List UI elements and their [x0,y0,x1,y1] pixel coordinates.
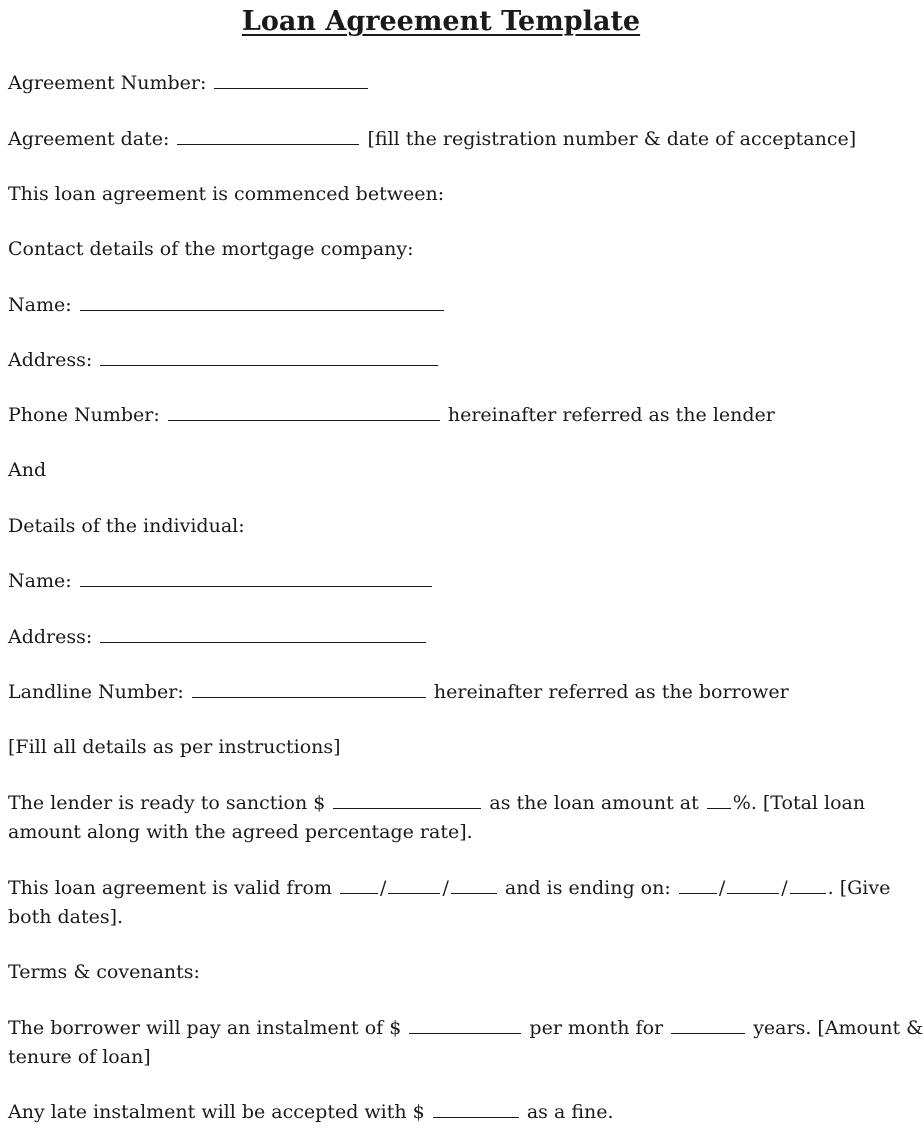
start-day-blank[interactable] [340,875,378,894]
late-fine-suffix: as a fine. [526,1101,614,1123]
lender-phone-suffix: hereinafter referred as the lender [447,404,775,426]
lender-address-row [8,345,440,375]
instalment-middle: per month for [529,1017,664,1039]
borrower-name-blank[interactable] [80,568,432,587]
instalment-prefix: The borrower will pay an instalment of $ [8,1017,402,1039]
lender-phone-row [8,400,775,430]
instalment-amount-blank[interactable] [409,1015,521,1034]
loan-amount-prefix: The lender is ready to sanction $ [8,792,326,814]
date-slash: / [442,877,449,899]
end-day-blank[interactable] [679,875,717,894]
lender-address-label: Address: [8,349,93,371]
lender-heading: Contact details of the mortgage company: [8,238,414,260]
borrower-address-blank[interactable] [100,624,426,643]
late-fine-row [8,1097,614,1127]
agreement-date-row [8,124,856,154]
lender-phone-blank[interactable] [168,402,440,421]
agreement-number-label: Agreement Number: [8,72,207,94]
tenure-years-blank[interactable] [671,1015,745,1034]
agreement-date-blank[interactable] [177,126,359,145]
instalment-line2: tenure of loan] [8,1046,151,1068]
start-month-blank[interactable] [388,875,440,894]
loan-amount-line2: amount along with the agreed percentage rate]. [8,821,473,843]
interest-rate-blank[interactable] [707,790,731,809]
validity-line2: both dates]. [8,906,124,928]
start-year-blank[interactable] [451,875,497,894]
borrower-name-label: Name: [8,570,72,592]
borrower-landline-row [8,677,789,707]
validity-suffix: . [Give [827,877,891,899]
terms-heading: Terms & covenants: [8,961,200,983]
borrower-heading: Details of the individual: [8,515,245,537]
agreement-date-label: Agreement date: [8,128,170,150]
conjunction-and: And [8,459,47,481]
agreement-number-blank[interactable] [214,70,368,89]
date-slash: / [718,877,726,899]
validity-row [8,873,890,903]
instructions-note: [Fill all details as per instructions] [8,736,341,758]
end-year-blank[interactable] [790,875,826,894]
borrower-address-row [8,622,428,652]
lender-name-blank[interactable] [80,292,444,311]
borrower-landline-blank[interactable] [192,679,426,698]
borrower-landline-suffix: hereinafter referred as the borrower [433,681,789,703]
lender-name-label: Name: [8,294,72,316]
validity-middle: and is ending on: [504,877,671,899]
commenced-line: This loan agreement is commenced between: [8,183,445,205]
agreement-number-row [8,68,370,98]
validity-prefix: This loan agreement is valid from [8,877,332,899]
loan-amount-middle: as the loan amount at [489,792,699,814]
end-month-blank[interactable] [727,875,779,894]
agreement-date-note: [fill the registration number & date of acceptance] [367,128,857,150]
instalment-row [8,1013,923,1043]
borrower-address-label: Address: [8,626,93,648]
borrower-name-row [8,566,434,596]
date-slash: / [781,877,788,899]
lender-name-row [8,290,446,320]
borrower-landline-label: Landline Number: [8,681,184,703]
document-title: Loan Agreement Template [241,6,641,37]
instalment-suffix: years. [Amount & [753,1017,923,1039]
loan-amount-blank[interactable] [333,790,481,809]
lender-phone-label: Phone Number: [8,404,160,426]
date-slash: / [380,877,387,899]
loan-amount-row [8,788,865,818]
late-fine-prefix: Any late instalment will be accepted with $ [8,1101,425,1123]
lender-address-blank[interactable] [100,347,438,366]
loan-amount-suffix: %. [Total loan [732,792,866,814]
late-fine-blank[interactable] [433,1099,519,1118]
